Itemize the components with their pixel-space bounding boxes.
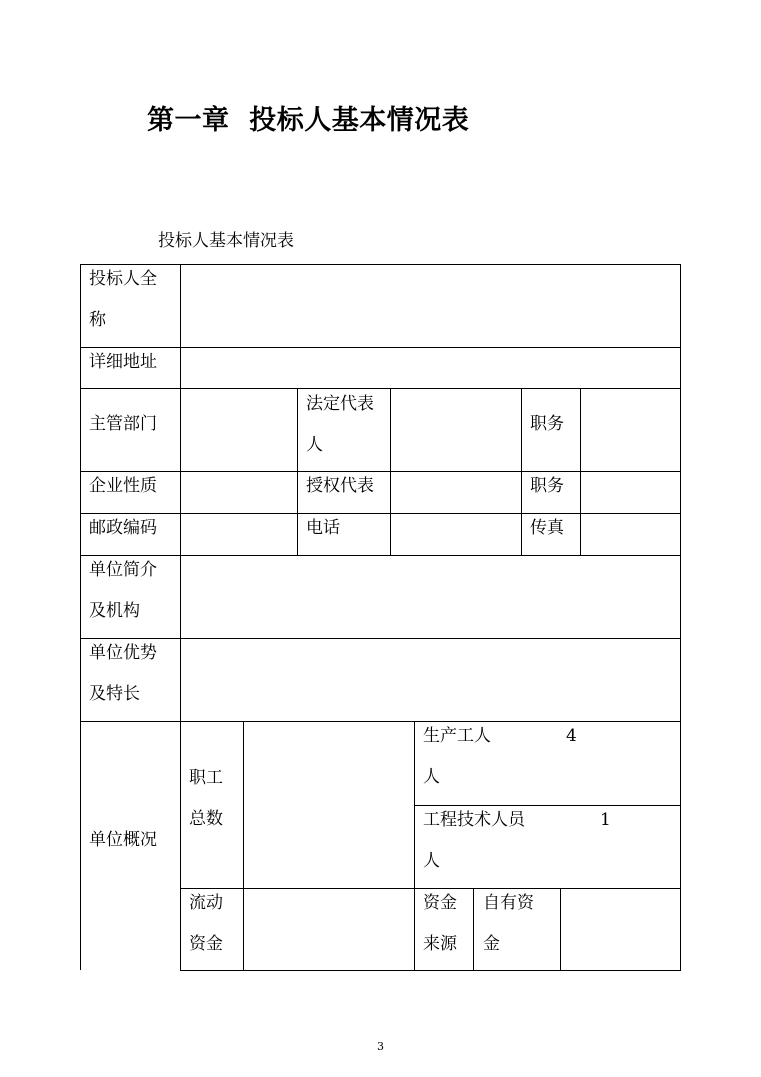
supervisor-label: 主管部门 — [89, 414, 157, 434]
own-funds-label: 自有资 金 — [483, 893, 534, 954]
legal-rep-label: 法定代表 人 — [306, 394, 374, 455]
profile-label: 单位简介 及机构 — [89, 560, 157, 621]
table-caption: 投标人基本情况表 — [158, 231, 294, 251]
phone-label: 电话 — [306, 518, 340, 538]
fund-source-label: 资金 来源 — [423, 893, 457, 954]
postcode-label: 邮政编码 — [89, 518, 157, 538]
engineers-label: 工程技术人员 人 — [423, 810, 525, 871]
address-label: 详细地址 — [89, 352, 157, 372]
fax-label: 传真 — [530, 518, 564, 538]
working-capital-label: 流动 资金 — [189, 893, 223, 954]
position-label-2: 职务 — [530, 476, 564, 496]
page-title: 第一章 投标人基本情况表 — [147, 105, 470, 136]
advantages-label: 单位优势 及特长 — [89, 643, 157, 704]
authorized-rep-label: 授权代表 — [306, 476, 374, 496]
production-workers-label: 生产工人 人 — [423, 726, 491, 787]
full-name-label: 投标人全 称 — [89, 269, 157, 330]
production-workers-value: 4 — [566, 726, 577, 746]
staff-label: 职工 总数 — [189, 768, 223, 829]
position-label-1: 职务 — [530, 414, 564, 434]
engineers-value: 1 — [600, 810, 611, 830]
nature-label: 企业性质 — [89, 476, 157, 496]
page-number: 3 — [377, 1040, 384, 1053]
overview-label: 单位概况 — [89, 830, 157, 850]
